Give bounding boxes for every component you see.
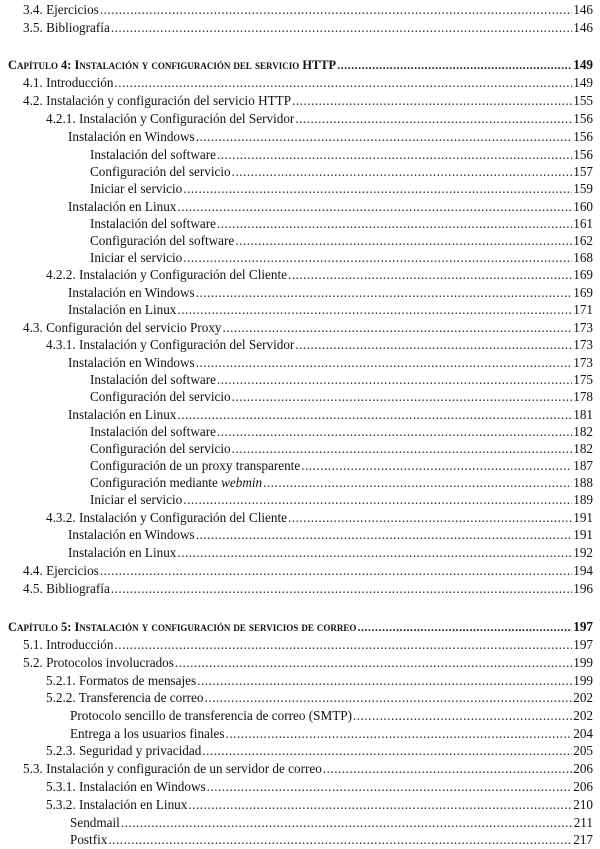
toc-entry	[0, 336, 600, 354]
toc-entry-title: 5.2. Protocolos involucrados	[23, 655, 174, 670]
dot-leader	[204, 689, 572, 707]
toc-page-number: 191	[573, 510, 593, 525]
toc-entry-title: Instalación en Windows	[68, 285, 195, 300]
dot-leader	[196, 284, 573, 302]
dot-leader	[295, 336, 572, 354]
toc-page-number: 206	[573, 761, 593, 776]
dot-leader	[232, 440, 573, 458]
toc-page-number: 211	[573, 815, 593, 830]
dot-leader	[288, 266, 572, 284]
toc-entry	[0, 457, 600, 475]
toc-page-number: 196	[573, 581, 593, 596]
dot-leader	[217, 215, 572, 233]
toc-entry	[0, 491, 600, 509]
toc-entry	[0, 128, 600, 146]
toc-entry	[0, 636, 600, 654]
toc-entry-title: Iniciar el servicio	[90, 181, 183, 196]
toc-entry-title: Instalación del software	[90, 147, 216, 162]
toc-entry-title: 4.2.1. Instalación y Configuración del Servidor	[46, 111, 295, 126]
toc-entry-title: Instalación en Windows	[68, 129, 195, 144]
dot-leader	[292, 92, 572, 110]
toc-entry-title: 5.2.2. Transferencia de correo	[46, 690, 204, 705]
toc-entry	[0, 742, 600, 760]
dot-leader	[188, 796, 572, 814]
dot-leader	[295, 110, 572, 128]
toc-entry-title: Configuración mediante webmin	[90, 475, 263, 490]
toc-page-number: 173	[573, 355, 593, 370]
toc-entry	[0, 198, 600, 216]
dot-leader	[197, 672, 572, 690]
toc-entry	[0, 544, 600, 562]
toc-entry-title: 4.1. Introducción	[23, 75, 114, 90]
dot-leader	[217, 146, 572, 164]
toc-entry	[0, 707, 600, 725]
toc-entry	[0, 796, 600, 814]
dot-leader	[196, 128, 573, 146]
dot-leader	[337, 56, 572, 74]
toc-chapter-entry	[0, 56, 600, 74]
dot-leader	[196, 526, 573, 544]
dot-leader	[121, 814, 573, 832]
toc-chapter-entry	[0, 618, 600, 636]
toc-page-number: 161	[573, 216, 593, 231]
toc-entry	[0, 760, 600, 778]
toc-entry	[0, 110, 600, 128]
toc-entry-title: Instalación en Linux	[68, 199, 177, 214]
toc-entry	[0, 319, 600, 337]
toc-entry-title: Postfix	[70, 832, 108, 847]
toc-entry-title: Instalación en Linux	[68, 545, 177, 560]
toc-entry-title: 3.4. Ejercicios	[23, 2, 99, 17]
toc-entry-title: Instalación del software	[90, 424, 216, 439]
toc-entry	[0, 215, 600, 233]
toc-page-number: 205	[573, 743, 593, 758]
toc-entry-title: Protocolo sencillo de transferencia de correo (SMTP)	[70, 708, 352, 723]
toc-page-number: 217	[573, 832, 593, 847]
dot-leader	[217, 423, 572, 441]
toc-entry	[0, 354, 600, 372]
toc-entry-title: 4.4. Ejercicios	[23, 563, 99, 578]
dot-leader	[183, 180, 572, 198]
dot-leader	[183, 249, 572, 267]
toc-page-number: 156	[573, 111, 593, 126]
dot-leader	[183, 491, 572, 509]
toc-entry-title: Instalación en Linux	[68, 407, 177, 422]
toc-page-number: 173	[573, 320, 593, 335]
toc-entry	[0, 672, 600, 690]
dot-leader	[202, 742, 572, 760]
dot-leader	[288, 509, 572, 527]
toc-page-number: 175	[573, 372, 593, 387]
toc-entry	[0, 146, 600, 164]
toc-entry	[0, 725, 600, 743]
toc-page-number: 187	[573, 458, 593, 473]
toc-page-number: 182	[573, 441, 593, 456]
toc-entry-title: Configuración del software	[90, 233, 235, 248]
toc-entry	[0, 163, 600, 181]
toc-page-number: 169	[573, 285, 593, 300]
toc-page-number: 155	[573, 93, 593, 108]
toc-entry	[0, 232, 600, 250]
toc-page-number: 169	[573, 267, 593, 282]
toc-entry-title: 4.2.2. Instalación y Configuración del Cliente	[46, 267, 287, 282]
toc-entry	[0, 814, 600, 832]
toc-entry-title-emphasis: webmin	[221, 475, 263, 490]
toc-entry	[0, 371, 600, 389]
toc-entry-title: Capítulo 5: Instalación y configuración de servicios de correo	[8, 620, 357, 634]
dot-leader	[177, 198, 572, 216]
toc-entry	[0, 654, 600, 672]
dot-leader	[263, 474, 572, 492]
toc-page-number: 188	[573, 475, 593, 490]
toc-entry	[0, 689, 600, 707]
dot-leader	[217, 371, 572, 389]
toc-page-number: 160	[573, 199, 593, 214]
toc-page-number: 149	[573, 57, 593, 72]
dot-leader	[232, 388, 573, 406]
dot-leader	[323, 760, 572, 778]
toc-page-number: 197	[573, 637, 593, 652]
toc-entry	[0, 423, 600, 441]
dot-leader	[223, 319, 573, 337]
toc-entry-title: 5.3.1. Instalación en Windows	[46, 779, 206, 794]
dot-leader	[177, 406, 572, 424]
toc-entry-title: 5.2.3. Seguridad y privacidad	[46, 743, 202, 758]
toc-entry	[0, 19, 600, 37]
toc-entry-title: Instalación del software	[90, 372, 216, 387]
toc-entry-title: 4.2. Instalación y configuración del servicio HTTP	[23, 93, 292, 108]
toc-page-number: 149	[573, 75, 593, 90]
toc-entry-title: 4.3. Configuración del servicio Proxy	[23, 320, 222, 335]
dot-leader	[177, 301, 572, 319]
toc-entry	[0, 180, 600, 198]
toc-page-number: 173	[573, 337, 593, 352]
dot-leader	[114, 636, 572, 654]
toc-page-number: 199	[573, 655, 593, 670]
toc-page-number: 178	[573, 389, 593, 404]
toc-page-number: 181	[573, 407, 593, 422]
dot-leader	[111, 19, 572, 37]
toc-page-number: 156	[573, 129, 593, 144]
toc-entry-title: Iniciar el servicio	[90, 250, 183, 265]
toc-entry	[0, 284, 600, 302]
toc-entry	[0, 509, 600, 527]
toc-entry	[0, 831, 600, 849]
dot-leader	[100, 1, 572, 19]
toc-entry-title: 4.3.2. Instalación y Configuración del Cliente	[46, 510, 287, 525]
toc-entry-title: Instalación del software	[90, 216, 216, 231]
toc-entry-title: 5.1. Introducción	[23, 637, 114, 652]
toc-page-number: 162	[573, 233, 593, 248]
toc-entry-title: Configuración del servicio	[90, 389, 231, 404]
dot-leader	[108, 831, 572, 849]
toc-entry-title: Capítulo 4: Instalación y configuración del servicio HTTP	[8, 58, 337, 72]
dot-leader	[114, 74, 572, 92]
toc-page-number: 202	[573, 690, 593, 705]
dot-leader	[232, 163, 573, 181]
dot-leader	[111, 580, 572, 598]
toc-entry-title: Configuración del servicio	[90, 441, 231, 456]
dot-leader	[175, 654, 572, 672]
toc-entry-title: 5.3. Instalación y configuración de un servidor de correo	[23, 761, 322, 776]
dot-leader	[235, 232, 572, 250]
toc-page-number: 159	[573, 181, 593, 196]
toc-entry	[0, 249, 600, 267]
toc-entry-title: Instalación en Linux	[68, 302, 177, 317]
toc-page-number: 210	[573, 797, 593, 812]
toc-entry-title: 4.3.1. Instalación y Configuración del Servidor	[46, 337, 295, 352]
toc-page-number: 156	[573, 147, 593, 162]
toc-entry-title: Instalación en Windows	[68, 527, 195, 542]
toc-entry	[0, 562, 600, 580]
dot-leader	[226, 725, 573, 743]
toc-entry-title: 5.3.2. Instalación en Linux	[46, 797, 188, 812]
toc-entry	[0, 301, 600, 319]
toc-page-number: 171	[573, 302, 593, 317]
toc-entry	[0, 1, 600, 19]
toc-page-number: 189	[573, 492, 593, 507]
toc-page-number: 146	[573, 2, 593, 17]
toc-entry-title: Configuración del servicio	[90, 164, 231, 179]
toc-entry	[0, 440, 600, 458]
dot-leader	[353, 707, 572, 725]
toc-page-number: 182	[573, 424, 593, 439]
toc-entry-title: Configuración de un proxy transparente	[90, 458, 301, 473]
toc-entry	[0, 778, 600, 796]
toc-entry-title: Iniciar el servicio	[90, 492, 183, 507]
toc-page-number: 204	[573, 726, 593, 741]
toc-entry	[0, 266, 600, 284]
toc-entry-title: 4.5. Bibliografía	[23, 581, 110, 596]
toc-entry	[0, 74, 600, 92]
toc-page-number: 146	[573, 20, 593, 35]
toc-entry	[0, 406, 600, 424]
toc-entry-title: Sendmail	[70, 815, 120, 830]
toc-page-number: 191	[573, 527, 593, 542]
toc-entry-title: 5.2.1. Formatos de mensajes	[46, 673, 197, 688]
toc-page-number: 206	[573, 779, 593, 794]
toc-entry	[0, 580, 600, 598]
toc-entry	[0, 474, 600, 492]
toc-page-number: 199	[573, 673, 593, 688]
dot-leader	[100, 562, 572, 580]
toc-page-number: 194	[573, 563, 593, 578]
toc-entry	[0, 388, 600, 406]
toc-entry-title: Entrega a los usuarios finales	[70, 726, 225, 741]
dot-leader	[196, 354, 573, 372]
dot-leader	[357, 618, 572, 636]
dot-leader	[301, 457, 572, 475]
toc-entry-title: 3.5. Bibliografía	[23, 20, 110, 35]
toc-page-number: 202	[573, 708, 593, 723]
toc-page-number: 197	[573, 619, 593, 634]
dot-leader	[177, 544, 572, 562]
dot-leader	[207, 778, 573, 796]
toc-page-number: 168	[573, 250, 593, 265]
toc-entry	[0, 526, 600, 544]
toc-entry	[0, 92, 600, 110]
toc-entry-title: Instalación en Windows	[68, 355, 195, 370]
toc-page-number: 157	[573, 164, 593, 179]
toc-page-number: 192	[573, 545, 593, 560]
